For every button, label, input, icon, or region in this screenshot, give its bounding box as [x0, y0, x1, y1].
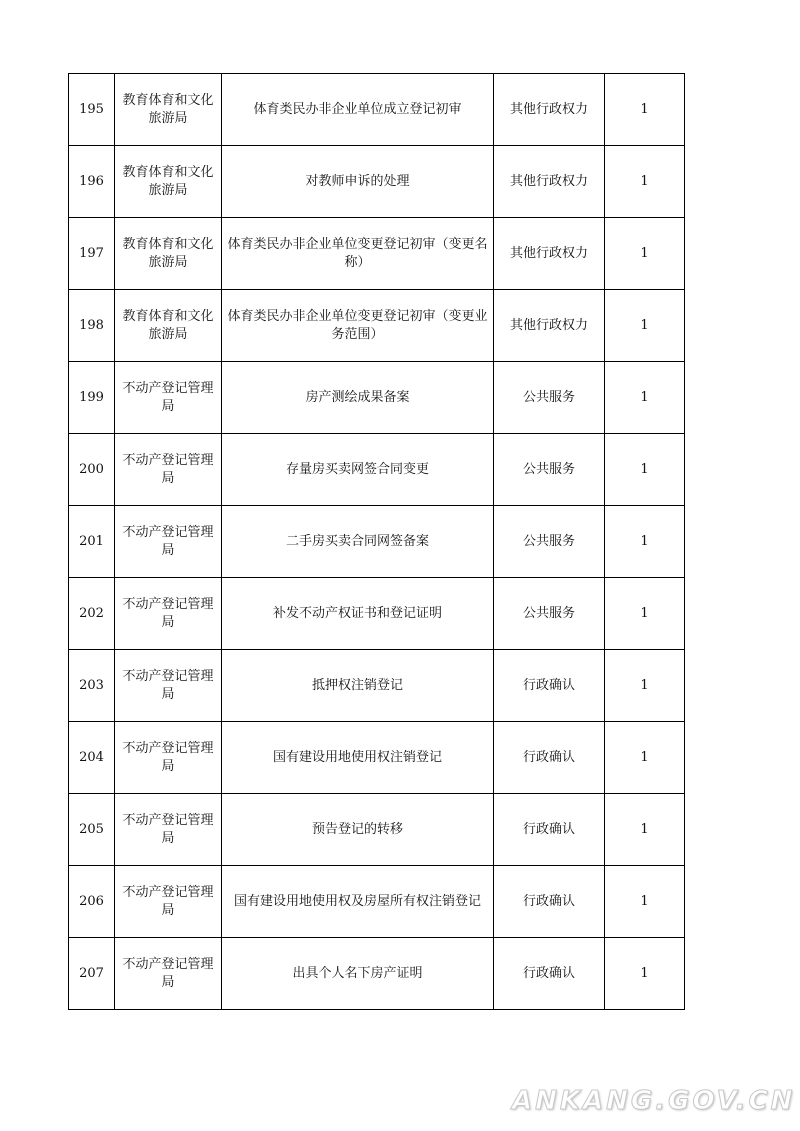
power-type-cell: 其他行政权力	[494, 74, 605, 146]
power-type-cell: 行政确认	[494, 794, 605, 866]
department-cell: 不动产登记管理局	[115, 722, 222, 794]
site-watermark: ANKANG.GOV.CN	[512, 1086, 796, 1116]
count-cell: 1	[605, 146, 685, 218]
table-row	[69, 74, 685, 146]
row-number: 199	[69, 362, 115, 434]
table-row	[69, 722, 685, 794]
row-number: 198	[69, 290, 115, 362]
department-cell: 教育体育和文化旅游局	[115, 146, 222, 218]
department-cell: 不动产登记管理局	[115, 866, 222, 938]
department-cell: 不动产登记管理局	[115, 434, 222, 506]
count-cell: 1	[605, 578, 685, 650]
item-name-cell: 出具个人名下房产证明	[222, 938, 494, 1010]
table-body	[69, 74, 685, 1010]
row-number: 202	[69, 578, 115, 650]
power-type-cell: 公共服务	[494, 578, 605, 650]
table-row	[69, 506, 685, 578]
table-row	[69, 650, 685, 722]
row-number: 204	[69, 722, 115, 794]
department-cell: 教育体育和文化旅游局	[115, 290, 222, 362]
department-cell: 教育体育和文化旅游局	[115, 218, 222, 290]
row-number: 207	[69, 938, 115, 1010]
department-cell: 教育体育和文化旅游局	[115, 74, 222, 146]
power-type-cell: 其他行政权力	[494, 218, 605, 290]
count-cell: 1	[605, 794, 685, 866]
item-name-cell: 国有建设用地使用权及房屋所有权注销登记	[222, 866, 494, 938]
table-row	[69, 362, 685, 434]
table-row	[69, 794, 685, 866]
item-name-cell: 房产测绘成果备案	[222, 362, 494, 434]
table-row	[69, 290, 685, 362]
item-name-cell: 体育类民办非企业单位变更登记初审（变更业务范围）	[222, 290, 494, 362]
power-type-cell: 行政确认	[494, 722, 605, 794]
item-name-cell: 抵押权注销登记	[222, 650, 494, 722]
row-number: 205	[69, 794, 115, 866]
item-name-cell: 国有建设用地使用权注销登记	[222, 722, 494, 794]
table-row	[69, 434, 685, 506]
power-type-cell: 行政确认	[494, 866, 605, 938]
item-name-cell: 二手房买卖合同网签备案	[222, 506, 494, 578]
item-name-cell: 对教师申诉的处理	[222, 146, 494, 218]
department-cell: 不动产登记管理局	[115, 794, 222, 866]
count-cell: 1	[605, 650, 685, 722]
table-row	[69, 938, 685, 1010]
item-name-cell: 补发不动产权证书和登记证明	[222, 578, 494, 650]
count-cell: 1	[605, 506, 685, 578]
department-cell: 不动产登记管理局	[115, 938, 222, 1010]
power-type-cell: 行政确认	[494, 650, 605, 722]
power-type-cell: 公共服务	[494, 506, 605, 578]
table-row	[69, 578, 685, 650]
count-cell: 1	[605, 938, 685, 1010]
row-number: 195	[69, 74, 115, 146]
department-cell: 不动产登记管理局	[115, 578, 222, 650]
table-row	[69, 218, 685, 290]
power-type-cell: 行政确认	[494, 938, 605, 1010]
count-cell: 1	[605, 722, 685, 794]
count-cell: 1	[605, 434, 685, 506]
item-name-cell: 预告登记的转移	[222, 794, 494, 866]
row-number: 200	[69, 434, 115, 506]
table-row	[69, 146, 685, 218]
power-type-cell: 其他行政权力	[494, 146, 605, 218]
power-type-cell: 其他行政权力	[494, 290, 605, 362]
count-cell: 1	[605, 866, 685, 938]
row-number: 196	[69, 146, 115, 218]
item-table	[68, 73, 685, 1010]
item-name-cell: 体育类民办非企业单位变更登记初审（变更名称）	[222, 218, 494, 290]
department-cell: 不动产登记管理局	[115, 506, 222, 578]
count-cell: 1	[605, 362, 685, 434]
power-type-cell: 公共服务	[494, 434, 605, 506]
count-cell: 1	[605, 290, 685, 362]
power-type-cell: 公共服务	[494, 362, 605, 434]
row-number: 206	[69, 866, 115, 938]
row-number: 197	[69, 218, 115, 290]
item-name-cell: 存量房买卖网签合同变更	[222, 434, 494, 506]
table-row	[69, 866, 685, 938]
count-cell: 1	[605, 74, 685, 146]
row-number: 201	[69, 506, 115, 578]
count-cell: 1	[605, 218, 685, 290]
item-name-cell: 体育类民办非企业单位成立登记初审	[222, 74, 494, 146]
department-cell: 不动产登记管理局	[115, 650, 222, 722]
row-number: 203	[69, 650, 115, 722]
department-cell: 不动产登记管理局	[115, 362, 222, 434]
